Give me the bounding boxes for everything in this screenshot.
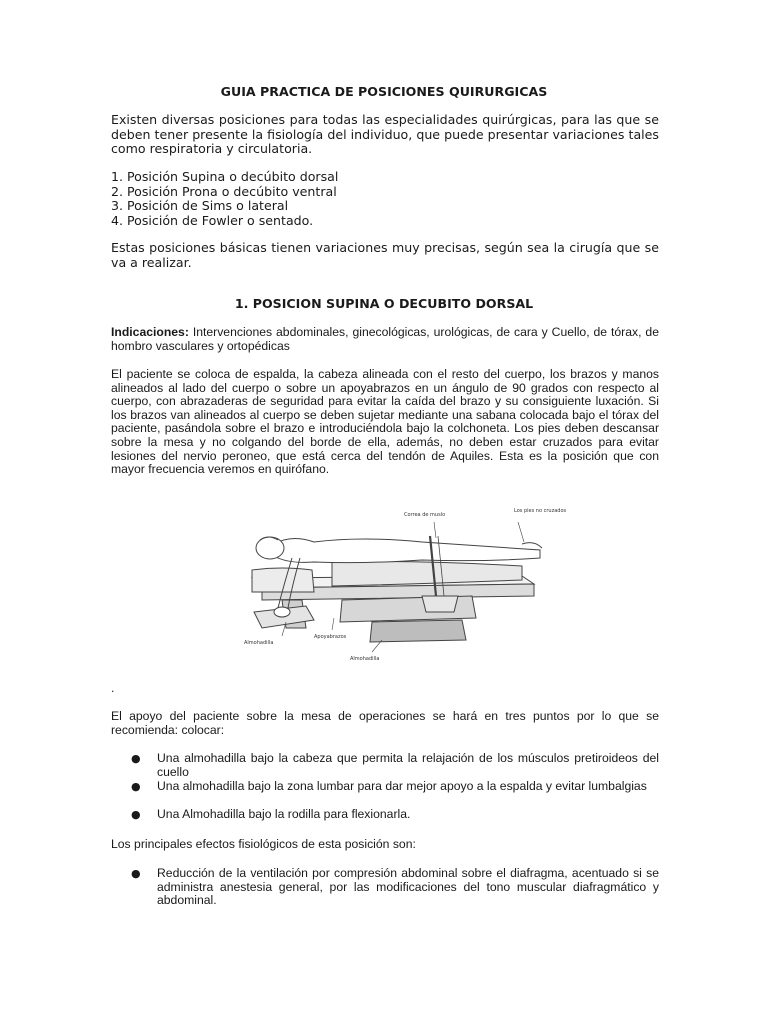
support-intro: El apoyo del paciente sobre la mesa de operaciones se hará en tres puntos por lo que se recomienda: colocar: [111,709,659,737]
bullet-icon: ● [131,808,141,821]
figure-label: Almohadilla [350,656,380,662]
list-item: Una Almohadilla bajo la rodilla para flexionarla. [157,807,411,821]
bullet-icon: ● [131,752,141,765]
list-item: Una almohadilla bajo la zona lumbar para dar mejor apoyo a la espalda y evitar lumbalgias [157,779,647,793]
intro-paragraph: Existen diversas posiciones para todas las especialidades quirúrgicas, para las que se deben tener presente la fisiología del individuo, que puede presentar variaciones tales como respiratoria y circulatoria. [111,112,659,156]
positions-list [111,170,659,228]
supine-position-illustration [222,500,567,666]
list-item: 4. Posición de Fowler o sentado. [111,212,314,228]
effects-intro: Los principales efectos fisiológicos de esta posición son: [111,837,416,851]
list-item: 1. Posición Supina o decúbito dorsal [111,169,339,184]
variations-paragraph: Estas posiciones básicas tienen variaciones muy precisas, según sea la cirugía que se va a realizar. [111,240,659,270]
figure-label: Correa de muslo [404,512,446,518]
list-item: Reducción de la ventilación por compresión abdominal sobre el diafragma, acentuado si se administra anestesia general, por las modificaciones del tono muscular diafragmático y abdominal. [157,866,659,908]
stray-dot: . [111,681,115,695]
indications-text: Intervenciones abdominales, ginecológicas, urológicas, de cara y Cuello, de tórax, de hombro vasculares y ortopédicas [111,325,659,353]
indications-label: Indicaciones: [111,325,189,339]
list-item: Una almohadilla bajo la cabeza que permita la relajación de los músculos pretiroideos del cuello [157,751,659,779]
bullet-icon: ● [131,867,141,880]
figure-label: Apoyabrazos [314,634,347,640]
document-title: GUIA PRACTICA DE POSICIONES QUIRURGICAS [220,84,548,99]
list-item: 3. Posición de Sims o lateral [111,198,289,213]
description-paragraph: El paciente se coloca de espalda, la cabeza alineada con el resto del cuerpo, los brazos y manos alineados al lado del cuerpo o sobre un apoyabrazos en un ángulo de 90 grados con respecto al cuerpo, con abrazaderas de seguridad para evitar la caída del brazo y su consiguiente luxación. Si los brazos van alineados al cuerpo se deben sujetar mediante una sabana colocada bajo el tórax del paciente, pasándola sobre el brazo e introduciéndola bajo la colchoneta. Los pies deben descansar sobre la mesa y no colgando del borde de ella, además, no deben estar cruzados para evitar lesiones del nervio peroneo, que está cerca del tendón de Aquiles. Esta es la posición que con mayor frecuencia veremos en quirófano. [111,367,659,477]
section-heading: 1. POSICION SUPINA O DECUBITO DORSAL [234,296,534,311]
figure-label: Almohadilla [244,640,274,646]
indications-paragraph [111,326,659,353]
list-item: 2. Posición Prona o decúbito ventral [111,183,337,199]
bullet-icon: ● [131,780,141,793]
figure-label: Los pies no cruzados [514,508,567,514]
